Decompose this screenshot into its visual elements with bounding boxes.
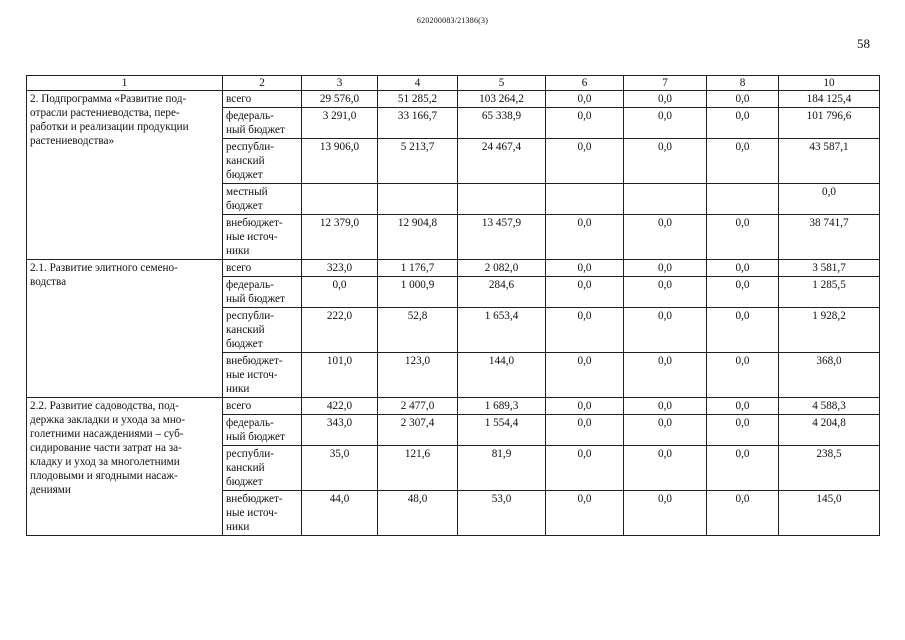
- total-value: 0,0: [779, 184, 880, 215]
- funding-source: внебюджет- ные источ- ники: [223, 215, 302, 260]
- value-cell: 0,0: [624, 308, 707, 353]
- value-cell: [707, 184, 779, 215]
- value-cell: 12 904,8: [378, 215, 458, 260]
- funding-source: всего: [223, 91, 302, 108]
- value-cell: 0,0: [546, 491, 624, 536]
- table-row: [27, 91, 880, 108]
- funding-source: местный бюджет: [223, 184, 302, 215]
- total-value: 145,0: [779, 491, 880, 536]
- section-name: 2. Подпрограмма «Развитие под- отрасли растениеводства, пере- работки и реализации продукции растениеводства»: [27, 91, 223, 260]
- column-header: 1: [27, 76, 223, 91]
- column-header: 5: [458, 76, 546, 91]
- value-cell: 0,0: [624, 353, 707, 398]
- total-value: 101 796,6: [779, 108, 880, 139]
- column-header: 3: [302, 76, 378, 91]
- section-name: 2.2. Развитие садоводства, под- держка закладки и ухода за мно- голетними насаждениями – суб- сидирование части затрат на за- кладку и уход за многолетними плодовыми и ягодными насаж- дениями: [27, 398, 223, 536]
- value-cell: 0,0: [624, 260, 707, 277]
- value-cell: 101,0: [302, 353, 378, 398]
- total-value: 1 285,5: [779, 277, 880, 308]
- funding-source: республи- канский бюджет: [223, 446, 302, 491]
- column-header: 2: [223, 76, 302, 91]
- funding-source: республи- канский бюджет: [223, 308, 302, 353]
- value-cell: 13 906,0: [302, 139, 378, 184]
- value-cell: 0,0: [546, 446, 624, 491]
- value-cell: 81,9: [458, 446, 546, 491]
- value-cell: 0,0: [546, 215, 624, 260]
- column-header: 4: [378, 76, 458, 91]
- value-cell: 1 653,4: [458, 308, 546, 353]
- value-cell: 0,0: [624, 398, 707, 415]
- value-cell: 0,0: [624, 215, 707, 260]
- value-cell: 323,0: [302, 260, 378, 277]
- value-cell: 53,0: [458, 491, 546, 536]
- table-row: [27, 260, 880, 277]
- total-value: 368,0: [779, 353, 880, 398]
- value-cell: 13 457,9: [458, 215, 546, 260]
- value-cell: 0,0: [546, 91, 624, 108]
- total-value: 3 581,7: [779, 260, 880, 277]
- value-cell: 0,0: [546, 260, 624, 277]
- value-cell: 1 176,7: [378, 260, 458, 277]
- value-cell: 0,0: [624, 91, 707, 108]
- value-cell: 5 213,7: [378, 139, 458, 184]
- total-value: 4 588,3: [779, 398, 880, 415]
- value-cell: 1 554,4: [458, 415, 546, 446]
- value-cell: 0,0: [624, 491, 707, 536]
- value-cell: 0,0: [546, 353, 624, 398]
- value-cell: 12 379,0: [302, 215, 378, 260]
- value-cell: 0,0: [624, 277, 707, 308]
- value-cell: 0,0: [546, 398, 624, 415]
- value-cell: 1 689,3: [458, 398, 546, 415]
- value-cell: 0,0: [624, 108, 707, 139]
- value-cell: 0,0: [707, 398, 779, 415]
- value-cell: 48,0: [378, 491, 458, 536]
- value-cell: 0,0: [546, 139, 624, 184]
- column-number-row: [27, 76, 880, 91]
- value-cell: 0,0: [624, 415, 707, 446]
- value-cell: 35,0: [302, 446, 378, 491]
- column-header: 7: [624, 76, 707, 91]
- value-cell: 0,0: [707, 260, 779, 277]
- table-body: [27, 91, 880, 536]
- document-id: 620200083/21386(3): [416, 16, 489, 25]
- value-cell: 33 166,7: [378, 108, 458, 139]
- value-cell: 52,8: [378, 308, 458, 353]
- value-cell: [302, 184, 378, 215]
- funding-source: федераль- ный бюджет: [223, 277, 302, 308]
- budget-table: [26, 75, 880, 536]
- value-cell: 0,0: [624, 446, 707, 491]
- value-cell: 0,0: [624, 139, 707, 184]
- value-cell: 284,6: [458, 277, 546, 308]
- value-cell: 123,0: [378, 353, 458, 398]
- value-cell: 0,0: [707, 353, 779, 398]
- value-cell: 343,0: [302, 415, 378, 446]
- page-number: 58: [857, 36, 870, 51]
- value-cell: [378, 184, 458, 215]
- value-cell: 121,6: [378, 446, 458, 491]
- total-value: 1 928,2: [779, 308, 880, 353]
- total-value: 4 204,8: [779, 415, 880, 446]
- value-cell: 0,0: [707, 139, 779, 184]
- value-cell: 0,0: [707, 215, 779, 260]
- value-cell: 0,0: [707, 91, 779, 108]
- total-value: 238,5: [779, 446, 880, 491]
- value-cell: 29 576,0: [302, 91, 378, 108]
- value-cell: [546, 184, 624, 215]
- value-cell: [624, 184, 707, 215]
- value-cell: 1 000,9: [378, 277, 458, 308]
- value-cell: 24 467,4: [458, 139, 546, 184]
- value-cell: 0,0: [546, 308, 624, 353]
- value-cell: 0,0: [707, 308, 779, 353]
- funding-source: республи- канский бюджет: [223, 139, 302, 184]
- value-cell: 0,0: [546, 108, 624, 139]
- funding-source: внебюджет- ные источ- ники: [223, 353, 302, 398]
- value-cell: 2 477,0: [378, 398, 458, 415]
- value-cell: 0,0: [707, 277, 779, 308]
- value-cell: 222,0: [302, 308, 378, 353]
- value-cell: 0,0: [707, 491, 779, 536]
- value-cell: 0,0: [546, 415, 624, 446]
- value-cell: 0,0: [302, 277, 378, 308]
- value-cell: 65 338,9: [458, 108, 546, 139]
- value-cell: 0,0: [546, 277, 624, 308]
- funding-source: всего: [223, 260, 302, 277]
- value-cell: 3 291,0: [302, 108, 378, 139]
- total-value: 184 125,4: [779, 91, 880, 108]
- value-cell: 422,0: [302, 398, 378, 415]
- funding-source: всего: [223, 398, 302, 415]
- section-name: 2.1. Развитие элитного семено- водства: [27, 260, 223, 398]
- funding-source: внебюджет- ные источ- ники: [223, 491, 302, 536]
- funding-source: федераль- ный бюджет: [223, 108, 302, 139]
- column-header: 6: [546, 76, 624, 91]
- value-cell: 0,0: [707, 446, 779, 491]
- column-header: 8: [707, 76, 779, 91]
- total-value: 43 587,1: [779, 139, 880, 184]
- value-cell: 2 082,0: [458, 260, 546, 277]
- value-cell: 0,0: [707, 415, 779, 446]
- value-cell: 51 285,2: [378, 91, 458, 108]
- funding-source: федераль- ный бюджет: [223, 415, 302, 446]
- total-value: 38 741,7: [779, 215, 880, 260]
- value-cell: 2 307,4: [378, 415, 458, 446]
- table-row: [27, 398, 880, 415]
- value-cell: 0,0: [707, 108, 779, 139]
- value-cell: 103 264,2: [458, 91, 546, 108]
- value-cell: 144,0: [458, 353, 546, 398]
- value-cell: [458, 184, 546, 215]
- value-cell: 44,0: [302, 491, 378, 536]
- column-header: 10: [779, 76, 880, 91]
